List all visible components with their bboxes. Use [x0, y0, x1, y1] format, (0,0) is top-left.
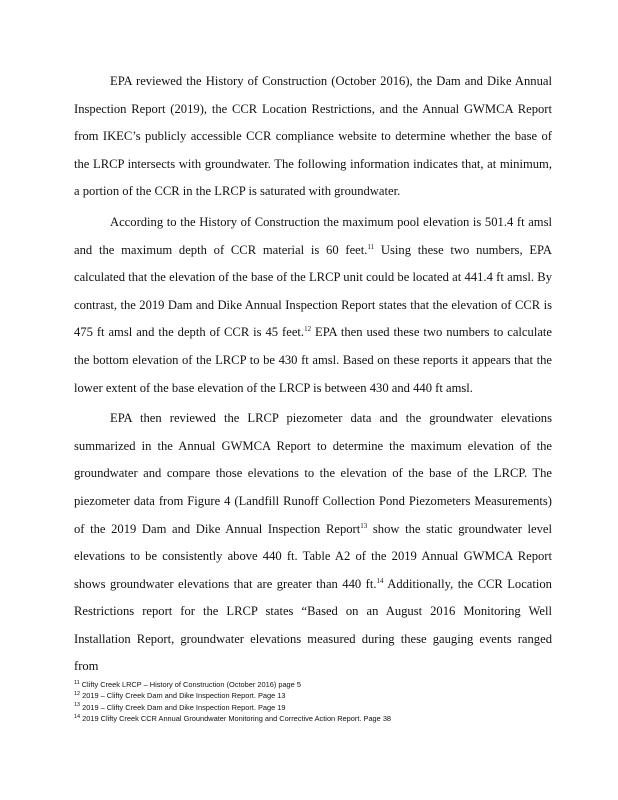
paragraph-text: EPA then reviewed the LRCP piezometer data and the groundwater elevations summarized in the Annual GWMCA Report to determine the maximum elevation of the groundwater and compare those elevations to the elevation of the base of the LRCP. The piezometer data from Figure 4 (Landfill Runoff Collection Pond Piezometers Measurements) of the 2019 Dam and Dike Annual Inspection Report — [74, 411, 552, 536]
footnote-text: Clifty Creek LRCP – History of Construction (October 2016) page 5 — [81, 680, 301, 689]
footnote-text: 2019 Clifty Creek CCR Annual Groundwater Monitoring and Corrective Action Report. Page 38 — [82, 714, 392, 724]
paragraph-text: EPA then used these two numbers to calculate the bottom elevation of the LRCP to be 430 ft amsl. Based on these reports it appears that the lower extent of the base elevation of the LRCP is between 430 and 440 ft amsl. — [74, 325, 552, 395]
footnote — [74, 690, 544, 701]
paragraph-text: According to the History of Construction the maximum pool elevation is 501.4 ft amsl and the maximum depth of CCR material is 60 feet. — [74, 214, 552, 257]
footnotes — [74, 679, 544, 725]
footnote-number: 13 — [74, 702, 81, 709]
paragraph-text: Additionally, the CCR Location Restrictions report for the LRCP states “Based on an August 2016 Monitoring Well Installation Report, groundwater elevations measured during these gauging events ranged from — [74, 576, 552, 674]
footnote — [74, 679, 544, 690]
footnote-text: 2019 – Clifty Creek Dam and Dike Inspection Report. Page 19 — [82, 702, 286, 712]
footnote-reference: 14 — [376, 576, 384, 585]
paragraph — [74, 405, 552, 681]
paragraph — [74, 209, 552, 402]
footnote-reference: 11 — [367, 242, 375, 251]
footnote-number: 11 — [74, 679, 80, 686]
paragraph — [74, 68, 552, 206]
footnote-reference: 13 — [360, 521, 368, 530]
footnote-number: 12 — [74, 690, 81, 697]
footnote — [74, 713, 544, 724]
footnote-number: 14 — [74, 713, 81, 720]
paragraph-text: EPA reviewed the History of Construction (October 2016), the Dam and Dike Annual Inspection Report (2019), the CCR Location Restrictions, and the Annual GWMCA Report from IKEC’s publicly accessible CCR compliance website to determine whether the base of the LRCP intersects with groundwater. The following information indicates that, at minimum, a portion of the CCR in the LRCP is saturated with groundwater. — [74, 74, 552, 199]
footnote — [74, 702, 544, 713]
body-text — [74, 68, 552, 684]
footnote-reference: 12 — [304, 325, 312, 334]
footnote-text: 2019 – Clifty Creek Dam and Dike Inspection Report. Page 13 — [82, 691, 286, 701]
paragraph-text: show the static groundwater level elevations to be consistently above 440 ft. Table A2 of the 2019 Annual GWMCA Report shows groundwater elevations that are greater than 440 ft. — [74, 521, 552, 591]
paragraph-text: Using these two numbers, EPA calculated that the elevation of the base of the LRCP unit could be located at 441.4 ft amsl. By contrast, the 2019 Dam and Dike Annual Inspection Report states that the elevation of CCR is 475 ft amsl and the depth of CCR is 45 feet. — [74, 242, 552, 340]
